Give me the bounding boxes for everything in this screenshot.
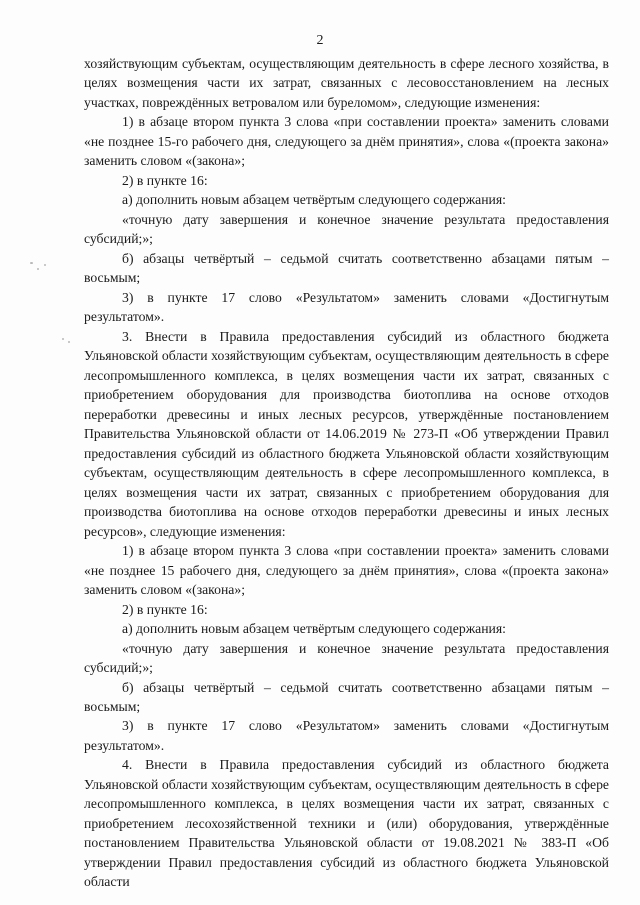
paragraph: б) абзацы четвёртый – седьмой считать соответственно абзацами пятым – восьмым; [84,679,609,714]
paragraph: 3) в пункте 17 слово «Результатом» заменить словами «Достигнутым результатом». [84,718,609,753]
paragraph: 2) в пункте 16: [122,172,208,188]
paragraph: 1) в абзаце втором пункта 3 слова «при составлении проекта» заменить словами «не позднее 15 рабочего дня, следующего за днём принятия», слова «(проекта закона» заменить словом «(закона»; [84,543,609,598]
scan-artifact [37,268,39,270]
page-number: 2 [316,33,324,48]
paragraph: хозяйствующим субъектам, осуществляющим деятельность в сфере лесного хозяйства, в целях возмещения части их затрат, связанных с лесовосстановлением на лесных участках, повреждённых ветровалом или буреломом», следующие изменения: [84,56,609,110]
scan-artifact [44,264,46,266]
paragraph: «точную дату завершения и конечное значение результата предоставления субсидий;»; [84,211,609,247]
paragraph: а) дополнить новым абзацем четвёртым следующего содержания: [122,192,506,208]
paragraph: 3) в пункте 17 слово «Результатом» заменить словами «Достигнутым результатом». [84,289,609,325]
paragraph: 3. Внести в Правила предоставления субсидий из областного бюджета Ульяновской области хозяйствующим субъектам, осуществляющим деятельность в сфере лесопромышленного комплекса, в целях возмещения части их затрат, связанных с приобретением оборудования для производства биотоплива на основе отходов переработки древесины и иных лесных ресурсов, утверждённые постановлением Правительства Ульяновской области от 14.06.2019 № 273-П «Об утверждении Правил предоставления субсидий из областного бюджета Ульяновской области хозяйствующим субъектам, осуществляющим деятельность в сфере лесопромышленного комплекса, в целях возмещения части их затрат, связанных с приобретением оборудования для производства биотоплива на основе отходов переработки древесины и иных лесных ресурсов», следующие изменения: [84,328,609,539]
paragraph: б) абзацы четвёртый – седьмой считать соответственно абзацами пятым – восьмым; [84,250,609,286]
paragraph: а) дополнить новым абзацем четвёртым следующего содержания: [122,621,506,637]
scan-artifact [68,341,70,343]
paragraph: 2) в пункте 16: [122,601,208,617]
paragraph: 4. Внести в Правила предоставления субсидий из областного бюджета Ульяновской области хозяйствующим субъектам, осуществляющим деятельность в сфере лесопромышленного комплекса, в целях возмещения части их затрат, связанных с приобретением лесохозяйственной техники и (или) оборудования, утверждённые постановлением Правительства Ульяновской области от 19.08.2021 № 383-П «Об утверждении Правил предоставления субсидий из областного бюджета Ульяновской области [84,757,609,890]
paragraph: «точную дату завершения и конечное значение результата предоставления субсидий;»; [84,640,609,676]
paragraph: 1) в абзаце втором пункта 3 слова «при составлении проекта» заменить словами «не позднее 15-го рабочего дня, следующего за днём принятия», слова «(проекта закона» заменить словом «(закона»; [84,114,609,169]
scan-artifact [30,262,33,264]
scan-artifact [62,338,64,340]
document-body [84,54,609,892]
